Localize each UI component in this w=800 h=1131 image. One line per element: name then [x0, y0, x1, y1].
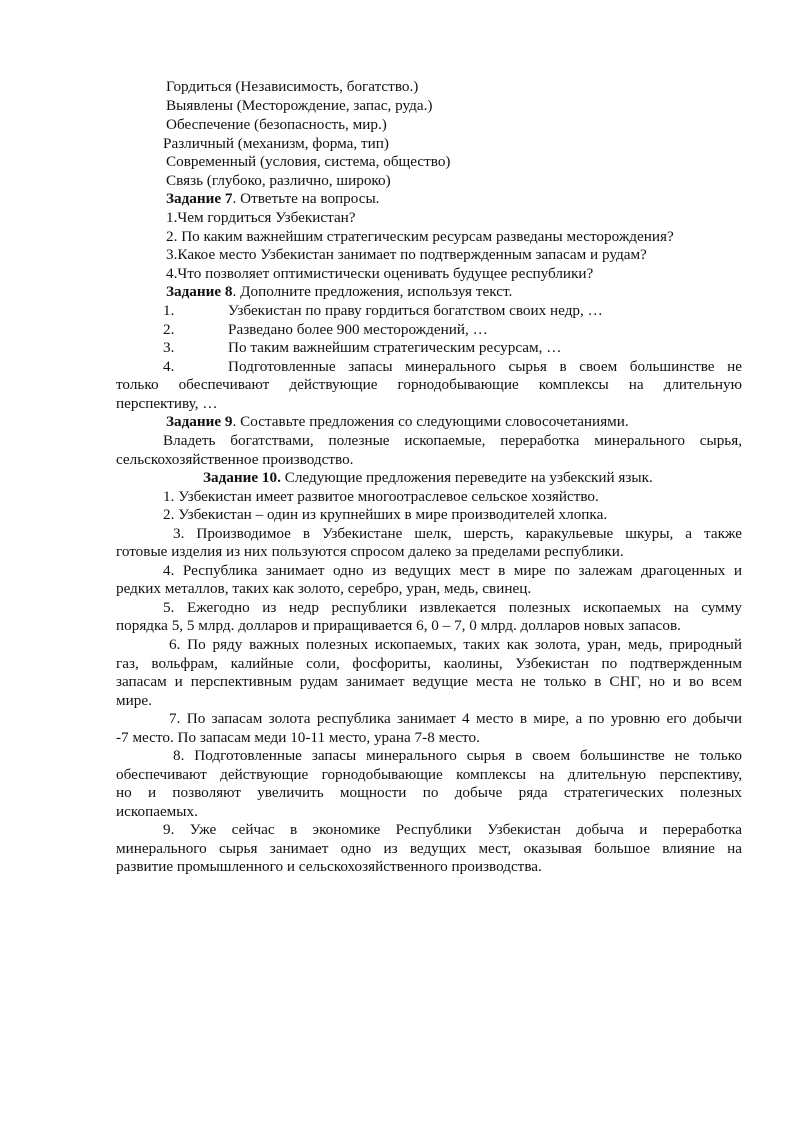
sentence-9: 9. Уже сейчас в экономике Республики Узбекистан добыча и переработка	[163, 821, 742, 838]
task-8-heading	[166, 283, 512, 302]
sentence-8: но и позволяют увеличить мощности по добыче ряда стратегических полезных	[116, 784, 742, 801]
task-8-label: Задание 8	[166, 283, 233, 300]
sentence-4: 4. Республика занимает одно из ведущих мест в мире по залежам драгоценных и	[163, 562, 742, 579]
sentence-2: 2. Узбекистан – один из крупнейших в мире производителей хлопка.	[163, 506, 608, 523]
item-text: перспективу, …	[116, 395, 218, 412]
sentence-7: -7 место. По запасам меди 10-11 место, урана 7-8 место.	[116, 729, 480, 746]
item-text: Подготовленные запасы минерального сырья в своем большинстве не	[228, 358, 742, 375]
word-list-item: Выявлены (Месторождение, запас, руда.)	[166, 97, 433, 114]
task-9-instruction: . Составьте предложения со следующими словосочетаниями.	[232, 413, 629, 430]
sentence-6: 6. По ряду важных полезных ископаемых, таких как золота, уран, медь, природный	[169, 636, 742, 653]
task-7-heading	[166, 190, 379, 209]
word-list-item: Гордиться (Независимость, богатство.)	[166, 78, 419, 95]
sentence-8: ископаемых.	[116, 803, 198, 820]
item-text: только обеспечивают действующие горнодобывающие комплексы на длительную	[116, 376, 742, 393]
item-text: Узбекистан по праву гордиться богатством своих недр, …	[228, 302, 603, 319]
question-item: 2. По каким важнейшим стратегическим ресурсам разведаны месторождения?	[166, 228, 674, 245]
word-list-item: Современный (условия, система, общество)	[166, 153, 451, 170]
task-9-heading	[166, 413, 629, 432]
task-10-instruction: Следующие предложения переведите на узбекский язык.	[280, 469, 653, 486]
task-10-heading	[203, 469, 653, 488]
item-number: 4.	[163, 358, 175, 375]
item-number: 2.	[163, 321, 175, 338]
sentence-8: обеспечивают действующие горнодобывающие комплексы на длительную перспективу,	[116, 766, 742, 783]
sentence-6: мире.	[116, 692, 152, 709]
word-list-item: Различный (механизм, форма, тип)	[163, 135, 389, 152]
sentence-3: готовые изделия из них пользуются спросом далеко за пределами республики.	[116, 543, 624, 560]
task-10-label: Задание 10.	[203, 469, 281, 486]
task-9-line: Владеть богатствами, полезные ископаемые, переработка минерального сырья,	[163, 432, 742, 449]
task-7-label: Задание 7	[166, 190, 233, 207]
sentence-5: 5. Ежегодно из недр республики извлекается полезных ископаемых на сумму	[163, 599, 742, 616]
question-item: 4.Что позволяет оптимистически оценивать будущее республики?	[166, 265, 594, 282]
item-number: 3.	[163, 339, 175, 356]
sentence-4: редких металлов, таких как золото, серебро, уран, медь, свинец.	[116, 580, 532, 597]
item-number: 1.	[163, 302, 175, 319]
word-list-item: Связь (глубоко, различно, широко)	[166, 172, 391, 189]
task-7-instruction: . Ответьте на вопросы.	[232, 190, 380, 207]
sentence-9: минерального сырья занимает одно из ведущих мест, оказывая большое влияние на	[116, 840, 742, 857]
sentence-5: порядка 5, 5 млрд. долларов и приращивается 6, 0 – 7, 0 млрд. долларов новых запасов.	[116, 617, 681, 634]
sentence-1: 1. Узбекистан имеет развитое многоотраслевое сельское хозяйство.	[163, 488, 599, 505]
word-list-item: Обеспечение (безопасность, мир.)	[166, 116, 387, 133]
task-8-instruction: . Дополните предложения, используя текст.	[232, 283, 513, 300]
item-text: По таким важнейшим стратегическим ресурсам, …	[228, 339, 562, 356]
sentence-8: 8. Подготовленные запасы минерального сырья в своем большинстве не только	[173, 747, 742, 764]
item-text: Разведано более 900 месторождений, …	[228, 321, 488, 338]
task-9-label: Задание 9	[166, 413, 233, 430]
task-9-line: сельскохозяйственное производство.	[116, 451, 354, 468]
sentence-6: запасам и перспективным рудам занимает ведущие места не только в СНГ, но и во всем	[116, 673, 742, 690]
question-item: 3.Какое место Узбекистан занимает по подтвержденным запасам и рудам?	[166, 246, 647, 263]
sentence-9: развитие промышленного и сельскохозяйственного производства.	[116, 858, 542, 875]
sentence-7: 7. По запасам золота республика занимает 4 место в мире, а по уровню его добычи	[169, 710, 742, 727]
sentence-3: 3. Производимое в Узбекистане шелк, шерсть, каракульевые шкуры, а также	[173, 525, 742, 542]
question-item: 1.Чем гордиться Узбекистан?	[166, 209, 356, 226]
sentence-6: газ, вольфрам, калийные соли, фосфориты, каолины, Узбекистан по подтвержденным	[116, 655, 742, 672]
